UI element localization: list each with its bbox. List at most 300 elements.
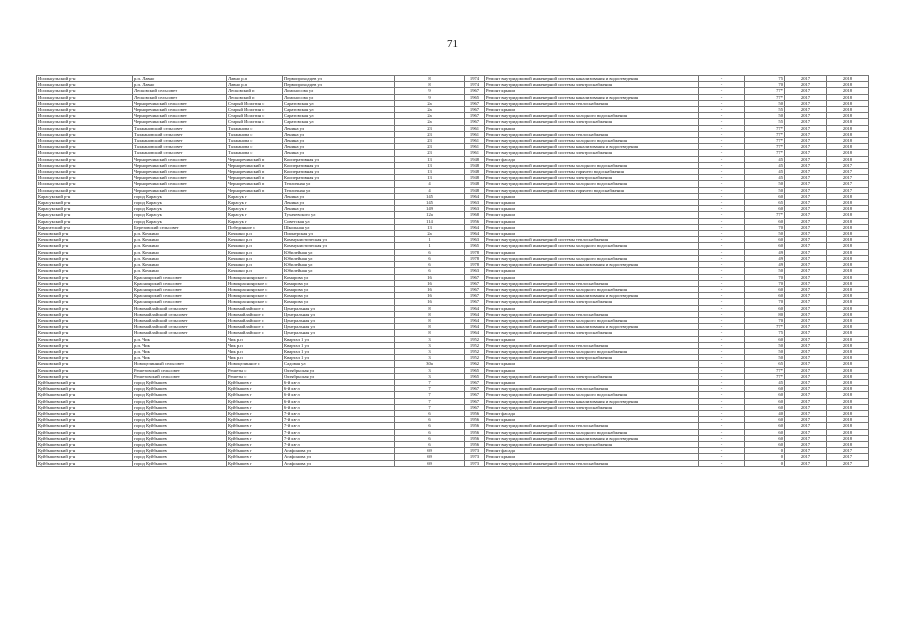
cell-year-start: 2017 [785, 249, 827, 255]
cell-district: Кочковский р-н [37, 330, 133, 336]
cell-municipality: р.п. Чик [133, 348, 227, 354]
cell-settlement: Куйбышев г [227, 398, 283, 404]
cell-year-end: 2017 [827, 181, 869, 187]
cell-work-type: Ремонт внутридомовой инженерной системы холодного водоснабжения [485, 162, 699, 168]
cell-work-type: Ремонт внутридомовой инженерной системы теплоснабжения [485, 342, 699, 348]
cell-year-start: 2017 [785, 212, 827, 218]
table-row [37, 460, 869, 466]
cell-settlement: Лесковский п [227, 88, 283, 94]
cell-house-number: 3 [395, 342, 465, 348]
cell-year-start: 2017 [785, 119, 827, 125]
cell-work-type: Ремонт внутридомовой инженерной системы канализования и водоотведения [485, 324, 699, 330]
cell-district: Куйбышевский р-н [37, 441, 133, 447]
cell-year-end: 2018 [827, 113, 869, 119]
cell-dash: - [699, 268, 745, 274]
cell-street: 6-й кв-л [283, 398, 395, 404]
cell-district: Карасукский р-н [37, 218, 133, 224]
cell-district: Исилькульский р-н [37, 88, 133, 94]
cell-year-built: 1964 [465, 330, 485, 336]
cell-district: Кочковский р-н [37, 268, 133, 274]
cell-dash: - [699, 410, 745, 416]
cell-street: Центральная ул [283, 305, 395, 311]
cell-district: Кочковский р-н [37, 231, 133, 237]
cell-year-start: 2017 [785, 361, 827, 367]
cell-year-built: 1974 [465, 76, 485, 82]
cell-work-type: Ремонт крыши [485, 218, 699, 224]
cell-year-end: 2018 [827, 150, 869, 156]
cell-year-built: 1961 [465, 131, 485, 137]
cell-year-start: 2017 [785, 280, 827, 286]
cell-year-end: 2017 [827, 162, 869, 168]
cell-work-type: Ремонт фасада [485, 448, 699, 454]
cell-year-built: 1967 [465, 299, 485, 305]
cell-settlement: Карасук г [227, 212, 283, 218]
cell-municipality: город Куйбышев [133, 392, 227, 398]
cell-dash: - [699, 342, 745, 348]
cell-work-type: Ремонт крыши [485, 193, 699, 199]
cell-house-number: 2а [395, 113, 465, 119]
cell-year-start: 2017 [785, 231, 827, 237]
cell-work-type: Ремонт внутридомовой инженерной системы теплоснабжения [485, 131, 699, 137]
cell-dash: - [699, 119, 745, 125]
cell-work-type: Ремонт внутридомовой инженерной системы холодного водоснабжения [485, 348, 699, 354]
cell-year-end: 2018 [827, 367, 869, 373]
cell-work-type: Ремонт крыши [485, 417, 699, 423]
cell-district: Куйбышевский р-н [37, 386, 133, 392]
cell-settlement: Новомайлайское с [227, 311, 283, 317]
cell-cost: 77* [745, 324, 785, 330]
cell-work-type: Ремонт внутридомовой инженерной системы электроснабжения [485, 82, 699, 88]
cell-year-built: 1961 [465, 125, 485, 131]
cell-house-number: 13 [395, 224, 465, 230]
cell-dash: - [699, 441, 745, 447]
cell-work-type: Ремонт фасада [485, 156, 699, 162]
cell-year-built: 1963 [465, 206, 485, 212]
cell-work-type: Ремонт крыши [485, 336, 699, 342]
cell-year-end: 2017 [827, 187, 869, 193]
cell-settlement: Побединное с [227, 224, 283, 230]
cell-street: Саратовская ул [283, 100, 395, 106]
cell-dash: - [699, 367, 745, 373]
cell-dash: - [699, 100, 745, 106]
cell-dash: - [699, 175, 745, 181]
cell-dash: - [699, 460, 745, 466]
cell-district: Карасукский р-н [37, 193, 133, 199]
cell-settlement: Новокрасноярское с [227, 293, 283, 299]
cell-year-end: 2018 [827, 410, 869, 416]
cell-municipality: город Карасук [133, 218, 227, 224]
cell-year-built: 1964 [465, 224, 485, 230]
cell-municipality: Черноречинский сельсовет [133, 175, 227, 181]
cell-district: Кочковский р-н [37, 255, 133, 261]
cell-municipality: Красноярский сельсовет [133, 286, 227, 292]
cell-house-number: 13 [395, 175, 465, 181]
cell-house-number: 6 [395, 268, 465, 274]
cell-year-built: 1967 [465, 280, 485, 286]
cell-year-start: 2017 [785, 330, 827, 336]
cell-work-type: Ремонт внутридомовой инженерной системы холодного водоснабжения [485, 286, 699, 292]
cell-work-type: Ремонт внутридомовой инженерной системы теплоснабжения [485, 460, 699, 466]
cell-year-end: 2018 [827, 336, 869, 342]
cell-street: Ломоносова ул [283, 88, 395, 94]
cell-work-type: Ремонт внутридомовой инженерной системы электроснабжения [485, 441, 699, 447]
cell-cost: 49 [745, 262, 785, 268]
cell-year-end: 2018 [827, 429, 869, 435]
cell-municipality: город Карасук [133, 200, 227, 206]
cell-settlement: Карасук г [227, 200, 283, 206]
cell-district: Исилькульский р-н [37, 156, 133, 162]
cell-house-number: 13 [395, 169, 465, 175]
cell-cost: 77* [745, 94, 785, 100]
cell-cost: 50 [745, 187, 785, 193]
cell-street: Тепличная ул [283, 181, 395, 187]
cell-year-built: 1967 [465, 286, 485, 292]
cell-cost: 65 [745, 361, 785, 367]
cell-year-built: 1956 [465, 435, 485, 441]
cell-year-start: 2017 [785, 460, 827, 466]
cell-district: Карагатский р-н [37, 224, 133, 230]
cell-cost: 0 [745, 460, 785, 466]
cell-municipality: р.п. Чик [133, 342, 227, 348]
cell-district: Исилькульский р-н [37, 76, 133, 82]
cell-district: Куйбышевский р-н [37, 398, 133, 404]
cell-year-start: 2017 [785, 255, 827, 261]
cell-dash: - [699, 274, 745, 280]
cell-year-end: 2018 [827, 379, 869, 385]
cell-year-start: 2017 [785, 367, 827, 373]
cell-district: Исилькульский р-н [37, 175, 133, 181]
cell-district: Куйбышевский р-н [37, 460, 133, 466]
cell-dash: - [699, 237, 745, 243]
cell-settlement: Черноречинский п [227, 181, 283, 187]
cell-year-end: 2018 [827, 262, 869, 268]
cell-work-type: Ремонт внутридомовой инженерной системы электроснабжения [485, 119, 699, 125]
cell-municipality: Черноречинский сельсовет [133, 119, 227, 125]
cell-work-type: Ремонт внутридомовой инженерной системы электроснабжения [485, 330, 699, 336]
cell-year-end: 2018 [827, 435, 869, 441]
cell-municipality: город Куйбышев [133, 441, 227, 447]
cell-cost: 77* [745, 88, 785, 94]
cell-settlement: Кочкино р.п [227, 231, 283, 237]
cell-dash: - [699, 249, 745, 255]
cell-dash: - [699, 317, 745, 323]
cell-cost: 50 [745, 348, 785, 354]
cell-year-start: 2017 [785, 336, 827, 342]
cell-house-number: 7 [395, 398, 465, 404]
cell-municipality: город Куйбышев [133, 410, 227, 416]
cell-work-type: Ремонт внутридомовой инженерной системы канализования и водоотведения [485, 293, 699, 299]
cell-cost: 40 [745, 410, 785, 416]
cell-year-built: 1967 [465, 293, 485, 299]
cell-work-type: Ремонт крыши [485, 274, 699, 280]
cell-street: Комарова ул [283, 274, 395, 280]
cell-year-end: 2018 [827, 305, 869, 311]
cell-municipality: Черноречинский сельсовет [133, 100, 227, 106]
cell-settlement: Кочкино р.п [227, 249, 283, 255]
cell-district: Кочковский р-н [37, 280, 133, 286]
cell-cost: 77* [745, 367, 785, 373]
cell-municipality: город Карасук [133, 212, 227, 218]
cell-house-number: 6 [395, 249, 465, 255]
cell-district: Исилькульский р-н [37, 94, 133, 100]
cell-year-start: 2017 [785, 156, 827, 162]
cell-settlement: Кочкино р.п [227, 262, 283, 268]
cell-district: Кочковский р-н [37, 262, 133, 268]
cell-house-number: 9 [395, 94, 465, 100]
cell-year-start: 2017 [785, 200, 827, 206]
cell-year-built: 1965 [465, 367, 485, 373]
cell-street: Пионерская ул [283, 231, 395, 237]
cell-settlement: Талжанова с [227, 150, 283, 156]
cell-settlement: Новокрасноярское с [227, 299, 283, 305]
cell-work-type: Ремонт внутридомовой инженерной системы горячего водоснабжения [485, 187, 699, 193]
cell-year-start: 2017 [785, 286, 827, 292]
cell-settlement: Новокрасноярское с [227, 280, 283, 286]
cell-cost: 45 [745, 379, 785, 385]
cell-street: Ленина ул [283, 138, 395, 144]
cell-year-start: 2017 [785, 404, 827, 410]
cell-year-end: 2018 [827, 82, 869, 88]
cell-year-end: 2018 [827, 88, 869, 94]
cell-municipality: город Карасук [133, 206, 227, 212]
cell-house-number: 69 [395, 448, 465, 454]
cell-house-number: 30а [395, 361, 465, 367]
cell-settlement: Куйбышев г [227, 448, 283, 454]
cell-work-type: Ремонт крыши [485, 200, 699, 206]
cell-work-type: Ремонт внутридомовой инженерной системы канализования и водоотведения [485, 76, 699, 82]
cell-dash: - [699, 88, 745, 94]
cell-cost: 60 [745, 398, 785, 404]
cell-year-end: 2018 [827, 268, 869, 274]
cell-cost: 49 [745, 249, 785, 255]
cell-year-built: 1964 [465, 193, 485, 199]
cell-cost: 60 [745, 237, 785, 243]
cell-municipality: Новоцелинный сельсовет [133, 361, 227, 367]
cell-municipality: Лесковский сельсовет [133, 88, 227, 94]
cell-work-type: Ремонт внутридомовой инженерной системы канализования и водоотведения [485, 398, 699, 404]
cell-settlement: Куйбышев г [227, 417, 283, 423]
cell-work-type: Ремонт внутридомовой инженерной системы холодного водоснабжения [485, 317, 699, 323]
cell-street: Квартал 1 ул [283, 336, 395, 342]
cell-street: Коммунистическая ул [283, 237, 395, 243]
cell-year-built: 1967 [465, 404, 485, 410]
cell-district: Карасукский р-н [37, 212, 133, 218]
cell-district: Исилькульский р-н [37, 187, 133, 193]
cell-settlement: Чик р.п [227, 355, 283, 361]
cell-district: Исилькульский р-н [37, 125, 133, 131]
cell-cost: 70 [745, 224, 785, 230]
page-number: 71 [447, 38, 458, 50]
cell-dash: - [699, 392, 745, 398]
cell-cost: 45 [745, 162, 785, 168]
cell-year-end: 2018 [827, 404, 869, 410]
cell-municipality: Новомайлайский сельсовет [133, 324, 227, 330]
cell-municipality: Красноярский сельсовет [133, 299, 227, 305]
cell-street: Юбилейная ул [283, 262, 395, 268]
cell-settlement: Куйбышев г [227, 404, 283, 410]
cell-year-end: 2017 [827, 460, 869, 466]
cell-district: Кочковский р-н [37, 249, 133, 255]
cell-district: Кочковский р-н [37, 355, 133, 361]
cell-cost: 50 [745, 355, 785, 361]
cell-house-number: 6 [395, 410, 465, 416]
cell-cost: 70 [745, 299, 785, 305]
cell-year-start: 2017 [785, 423, 827, 429]
cell-dash: - [699, 404, 745, 410]
cell-dash: - [699, 386, 745, 392]
cell-house-number: 9 [395, 88, 465, 94]
cell-year-end: 2018 [827, 255, 869, 261]
cell-street: Советская ул [283, 218, 395, 224]
cell-municipality: Черноречинский сельсовет [133, 107, 227, 113]
cell-year-end: 2018 [827, 330, 869, 336]
cell-year-built: 1974 [465, 82, 485, 88]
cell-year-built: 1962 [465, 361, 485, 367]
cell-house-number: 4 [395, 187, 465, 193]
cell-municipality: Черноречинский сельсовет [133, 181, 227, 187]
cell-settlement: Новомайлайское с [227, 317, 283, 323]
cell-house-number: 13 [395, 156, 465, 162]
cell-municipality: Талжановский сельсовет [133, 144, 227, 150]
cell-street: Саратовская ул [283, 107, 395, 113]
cell-year-built: 1952 [465, 355, 485, 361]
cell-house-number: 6 [395, 255, 465, 261]
cell-house-number: 3 [395, 355, 465, 361]
cell-dash: - [699, 243, 745, 249]
cell-house-number: 23 [395, 125, 465, 131]
cell-street: Центральная ул [283, 330, 395, 336]
cell-year-end: 2018 [827, 299, 869, 305]
cell-street: Саратовская ул [283, 113, 395, 119]
cell-district: Исилькульский р-н [37, 113, 133, 119]
cell-district: Куйбышевский р-н [37, 410, 133, 416]
cell-house-number: 69 [395, 454, 465, 460]
cell-settlement: Кочкино р.п [227, 268, 283, 274]
cell-district: Кочковский р-н [37, 286, 133, 292]
cell-work-type: Ремонт внутридомовой инженерной системы канализования и водоотведения [485, 435, 699, 441]
cell-year-start: 2017 [785, 243, 827, 249]
cell-year-end: 2018 [827, 237, 869, 243]
cell-municipality: Новомайлайский сельсовет [133, 330, 227, 336]
cell-street: Ленина ул [283, 200, 395, 206]
cell-year-built: 1952 [465, 342, 485, 348]
cell-year-built: 1973 [465, 448, 485, 454]
cell-district: Кочковский р-н [37, 373, 133, 379]
cell-work-type: Ремонт крыши [485, 125, 699, 131]
cell-year-start: 2017 [785, 113, 827, 119]
cell-year-start: 2017 [785, 355, 827, 361]
cell-municipality: город Куйбышев [133, 454, 227, 460]
cell-year-built: 1965 [465, 243, 485, 249]
cell-settlement: Черноречинский п [227, 162, 283, 168]
cell-cost: 50 [745, 268, 785, 274]
cell-settlement: Куйбышев г [227, 441, 283, 447]
cell-settlement: Старый Исилтин с [227, 119, 283, 125]
cell-municipality: Новомайлайский сельсовет [133, 305, 227, 311]
cell-street: 6-й кв-л [283, 392, 395, 398]
cell-dash: - [699, 181, 745, 187]
cell-settlement: Новомайлайское с [227, 330, 283, 336]
cell-cost: 70 [745, 280, 785, 286]
cell-house-number: 7 [395, 379, 465, 385]
cell-municipality: город Куйбышев [133, 398, 227, 404]
cell-year-start: 2017 [785, 131, 827, 137]
cell-dash: - [699, 435, 745, 441]
cell-house-number: 2а [395, 107, 465, 113]
cell-year-end: 2018 [827, 218, 869, 224]
cell-work-type: Ремонт внутридомовой инженерной системы электроснабжения [485, 175, 699, 181]
cell-settlement: Лавно р.п [227, 82, 283, 88]
cell-street: 6-й кв-л [283, 386, 395, 392]
cell-municipality: Решетовский сельсовет [133, 373, 227, 379]
cell-dash: - [699, 107, 745, 113]
cell-work-type: Ремонт фасада [485, 410, 699, 416]
cell-house-number: 12а [395, 212, 465, 218]
cell-district: Куйбышевский р-н [37, 392, 133, 398]
cell-house-number: 8 [395, 317, 465, 323]
cell-year-start: 2017 [785, 175, 827, 181]
cell-dash: - [699, 379, 745, 385]
cell-street: Центральная ул [283, 317, 395, 323]
cell-cost: 60 [745, 423, 785, 429]
cell-street: 7-й кв-л [283, 410, 395, 416]
cell-street: Агафонова ул [283, 448, 395, 454]
cell-settlement: Куйбышев г [227, 386, 283, 392]
cell-street: Кооперативная ул [283, 169, 395, 175]
cell-work-type: Ремонт крыши [485, 206, 699, 212]
cell-house-number: 4 [395, 181, 465, 187]
cell-cost: 77* [745, 144, 785, 150]
cell-dash: - [699, 218, 745, 224]
cell-settlement: Карасук г [227, 206, 283, 212]
cell-district: Карасукский р-н [37, 206, 133, 212]
cell-street: Юбилейная ул [283, 249, 395, 255]
cell-street: Ломоносова ул [283, 94, 395, 100]
cell-cost: 0 [745, 448, 785, 454]
cell-work-type: Ремонт крыши [485, 305, 699, 311]
cell-year-built: 1965 [465, 94, 485, 100]
cell-dash: - [699, 429, 745, 435]
cell-house-number: 69 [395, 460, 465, 466]
cell-house-number: 7 [395, 386, 465, 392]
cell-cost: 60 [745, 218, 785, 224]
cell-year-start: 2017 [785, 324, 827, 330]
cell-dash: - [699, 224, 745, 230]
cell-year-built: 1961 [465, 150, 485, 156]
cell-district: Исилькульский р-н [37, 131, 133, 137]
cell-district: Куйбышевский р-н [37, 404, 133, 410]
cell-year-start: 2017 [785, 144, 827, 150]
cell-settlement: Старый Исилтин с [227, 113, 283, 119]
cell-year-start: 2017 [785, 454, 827, 460]
cell-settlement: Чик р.п [227, 336, 283, 342]
cell-cost: 60 [745, 286, 785, 292]
cell-cost: 60 [745, 386, 785, 392]
cell-work-type: Ремонт внутридомовой инженерной системы холодного водоснабжения [485, 243, 699, 249]
cell-year-built: 1967 [465, 379, 485, 385]
cell-district: Кочковский р-н [37, 342, 133, 348]
cell-dash: - [699, 398, 745, 404]
cell-year-built: 1978 [465, 249, 485, 255]
cell-year-built: 1963 [465, 268, 485, 274]
cell-year-built: 1948 [465, 156, 485, 162]
cell-settlement: Новокрасноярское с [227, 274, 283, 280]
cell-house-number: 23 [395, 144, 465, 150]
cell-house-number: 16 [395, 280, 465, 286]
cell-cost: 60 [745, 417, 785, 423]
cell-year-start: 2017 [785, 448, 827, 454]
cell-year-end: 2018 [827, 138, 869, 144]
